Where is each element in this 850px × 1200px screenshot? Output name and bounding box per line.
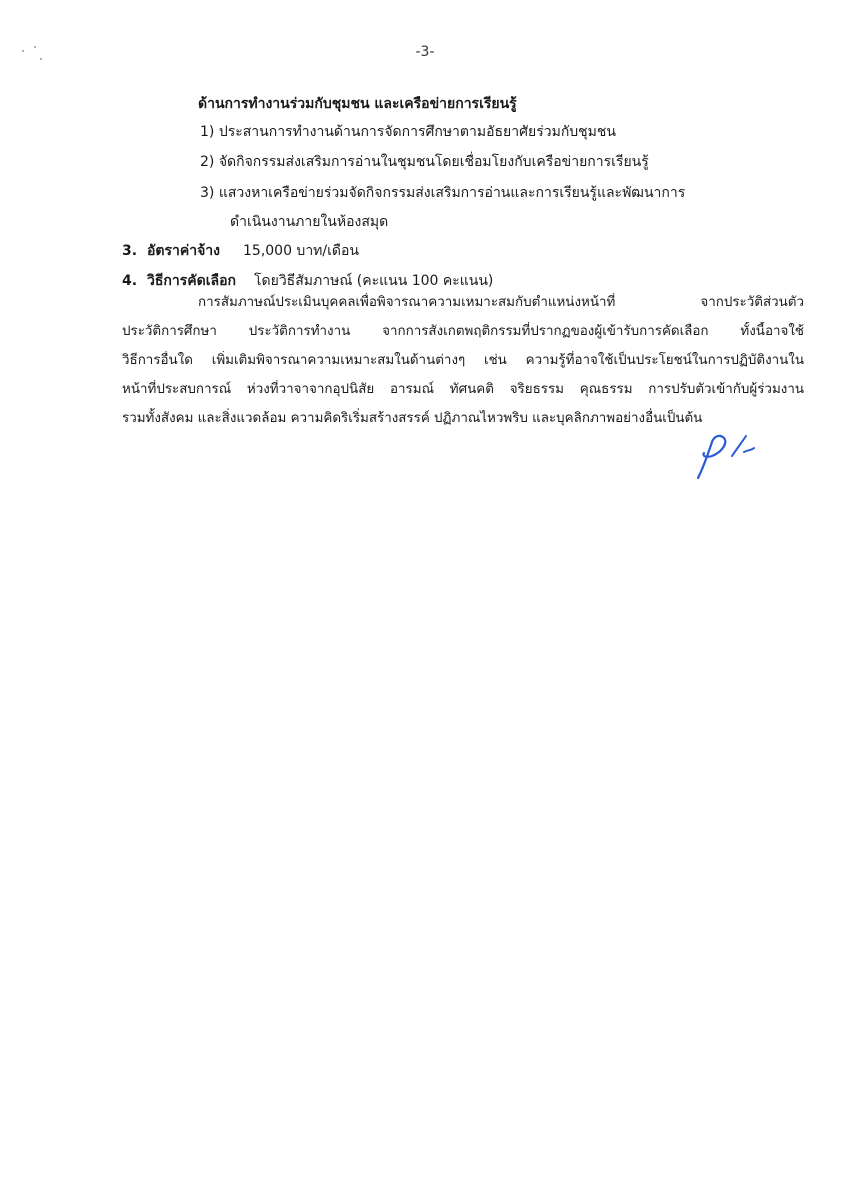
list-item: 3) แสวงหาเครือข่ายร่วมจัดกิจกรรมส่งเสริมการอ่านและการเรียนรู้และพัฒนาการ: [200, 185, 686, 201]
wage-value: 15,000 บาท/เดือน: [243, 243, 359, 259]
paragraph-line: วิธีการอื่นใด เพิ่มเติมพิจารณาความเหมาะสมในด้านต่างๆ เช่น ความรู้ที่อาจใช้เป็นประโยชน์ในการปฏิบัติงานใน: [122, 353, 804, 368]
selection-label: วิธีการคัดเลือก: [147, 273, 236, 289]
item-number: 4.: [122, 273, 138, 289]
list-item-continuation: ดำเนินงานภายในห้องสมุด: [230, 214, 389, 230]
paragraph-line: หน้าที่ประสบการณ์ ห่วงที่วาจาจากอุปนิสัย อารมณ์ ทัศนคติ จริยธรรม คุณธรรม การปรับตัวเข้ากับผู้ร่วมงาน: [122, 382, 804, 397]
item-number: 3.: [122, 243, 138, 259]
list-item: 1) ประสานการทำงานด้านการจัดการศึกษาตามอัธยาศัยร่วมกับชุมชน: [200, 124, 616, 140]
list-item: 2) จัดกิจกรรมส่งเสริมการอ่านในชุมชนโดยเชื่อมโยงกับเครือข่ายการเรียนรู้: [200, 154, 649, 170]
signature-mark: [690, 426, 760, 486]
paragraph-line: การสัมภาษณ์ประเมินบุคคลเพื่อพิจารณาความเหมาะสมกับตำแหน่งหน้าที่ จากประวัติส่วนตัว: [198, 295, 804, 310]
paragraph-line: รวมทั้งสังคม และสิ่งแวดล้อม ความคิดริเริ่มสร้างสรรค์ ปฏิภาณไหวพริบ และบุคลิกภาพอย่างอื่นเป็นต้น: [122, 411, 703, 426]
selection-value: โดยวิธีสัมภาษณ์ (คะแนน 100 คะแนน): [254, 273, 494, 289]
section-heading: ด้านการทำงานร่วมกับชุมชน และเครือข่ายการเรียนรู้: [198, 96, 517, 112]
wage-label: อัตราค่าจ้าง: [147, 243, 221, 259]
paragraph-line: ประวัติการศึกษา ประวัติการทำงาน จากการสังเกตพฤติกรรมที่ปรากฏของผู้เข้ารับการคัดเลือก ทั้งนี้อาจใช้: [122, 324, 804, 339]
page-number: -3-: [415, 44, 435, 60]
